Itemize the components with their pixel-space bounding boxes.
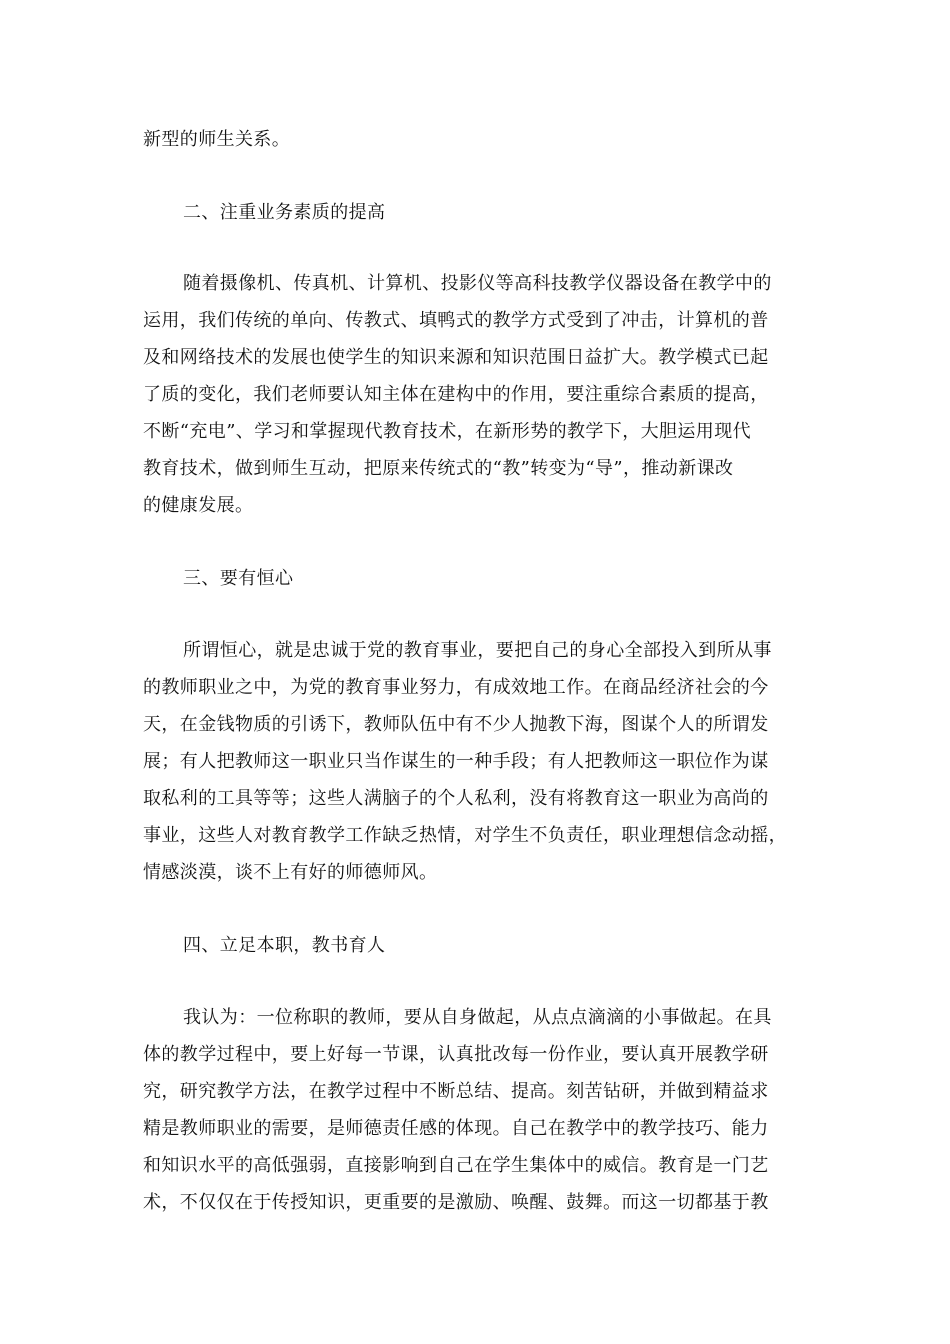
paragraph-line: 精是教师职业的需要，是师德责任感的体现。自己在教学中的教学技巧、能力 [143,1118,769,1139]
paragraph-line: 随着摄像机、传真机、计算机、投影仪等高科技教学仪器设备在教学中的 [183,273,772,294]
paragraph-line: 体的教学过程中，要上好每一节课，认真批改每一份作业，要认真开展教学研 [143,1044,769,1065]
paragraph-line: 我认为：一位称职的教师，要从自身做起，从点点滴滴的小事做起。在具 [183,1007,772,1028]
paragraph-line: 情感淡漠，谈不上有好的师德师风。 [143,862,438,883]
section-heading-4: 四、立足本职，教书育人 [183,935,386,956]
paragraph-line: 展；有人把教师这一职业只当作谋生的一种手段；有人把教师这一职位作为谋 [143,751,769,772]
paragraph-line: 究，研究教学方法，在教学过程中不断总结、提高。刻苦钻研，并做到精益求 [143,1081,769,1102]
paragraph-line: 不断“充电”、学习和掌握现代教育技术，在新形势的教学下，大胆运用现代 [143,421,752,442]
paragraph-line: 取私利的工具等等；这些人满脑子的个人私利，没有将教育这一职业为高尚的 [143,788,769,809]
paragraph-line: 天，在金钱物质的引诱下，教师队伍中有不少人抛教下海，图谋个人的所谓发 [143,714,769,735]
paragraph-line: 术，不仅仅在于传授知识，更重要的是激励、唤醒、鼓舞。而这一切都基于教 [143,1192,769,1213]
section-heading-3: 三、要有恒心 [183,568,294,589]
paragraph-line: 的健康发展。 [143,495,254,516]
paragraph-line: 所谓恒心，就是忠诚于党的教育事业，要把自己的身心全部投入到所从事 [183,640,772,661]
paragraph-line: 运用，我们传统的单向、传教式、填鸭式的教学方式受到了冲击，计算机的普 [143,310,769,331]
paragraph-line: 的教师职业之中，为党的教育事业努力，有成效地工作。在商品经济社会的今 [143,677,769,698]
paragraph-line: 及和网络技术的发展也使学生的知识来源和知识范围日益扩大。教学模式已起 [143,347,769,368]
section-heading-2: 二、注重业务素质的提高 [183,202,386,223]
continuation-text: 新型的师生关系。 [143,129,291,150]
paragraph-line: 和知识水平的高低强弱，直接影响到自己在学生集体中的威信。教育是一门艺 [143,1155,769,1176]
paragraph-line: 了质的变化，我们老师要认知主体在建构中的作用，要注重综合素质的提高， [143,384,769,405]
paragraph-line: 教育技术，做到师生互动，把原来传统式的“教”转变为“导”，推动新课改 [143,458,734,479]
paragraph-line: 事业，这些人对教育教学工作缺乏热情，对学生不负责任，职业理想信念动摇， [143,825,787,846]
